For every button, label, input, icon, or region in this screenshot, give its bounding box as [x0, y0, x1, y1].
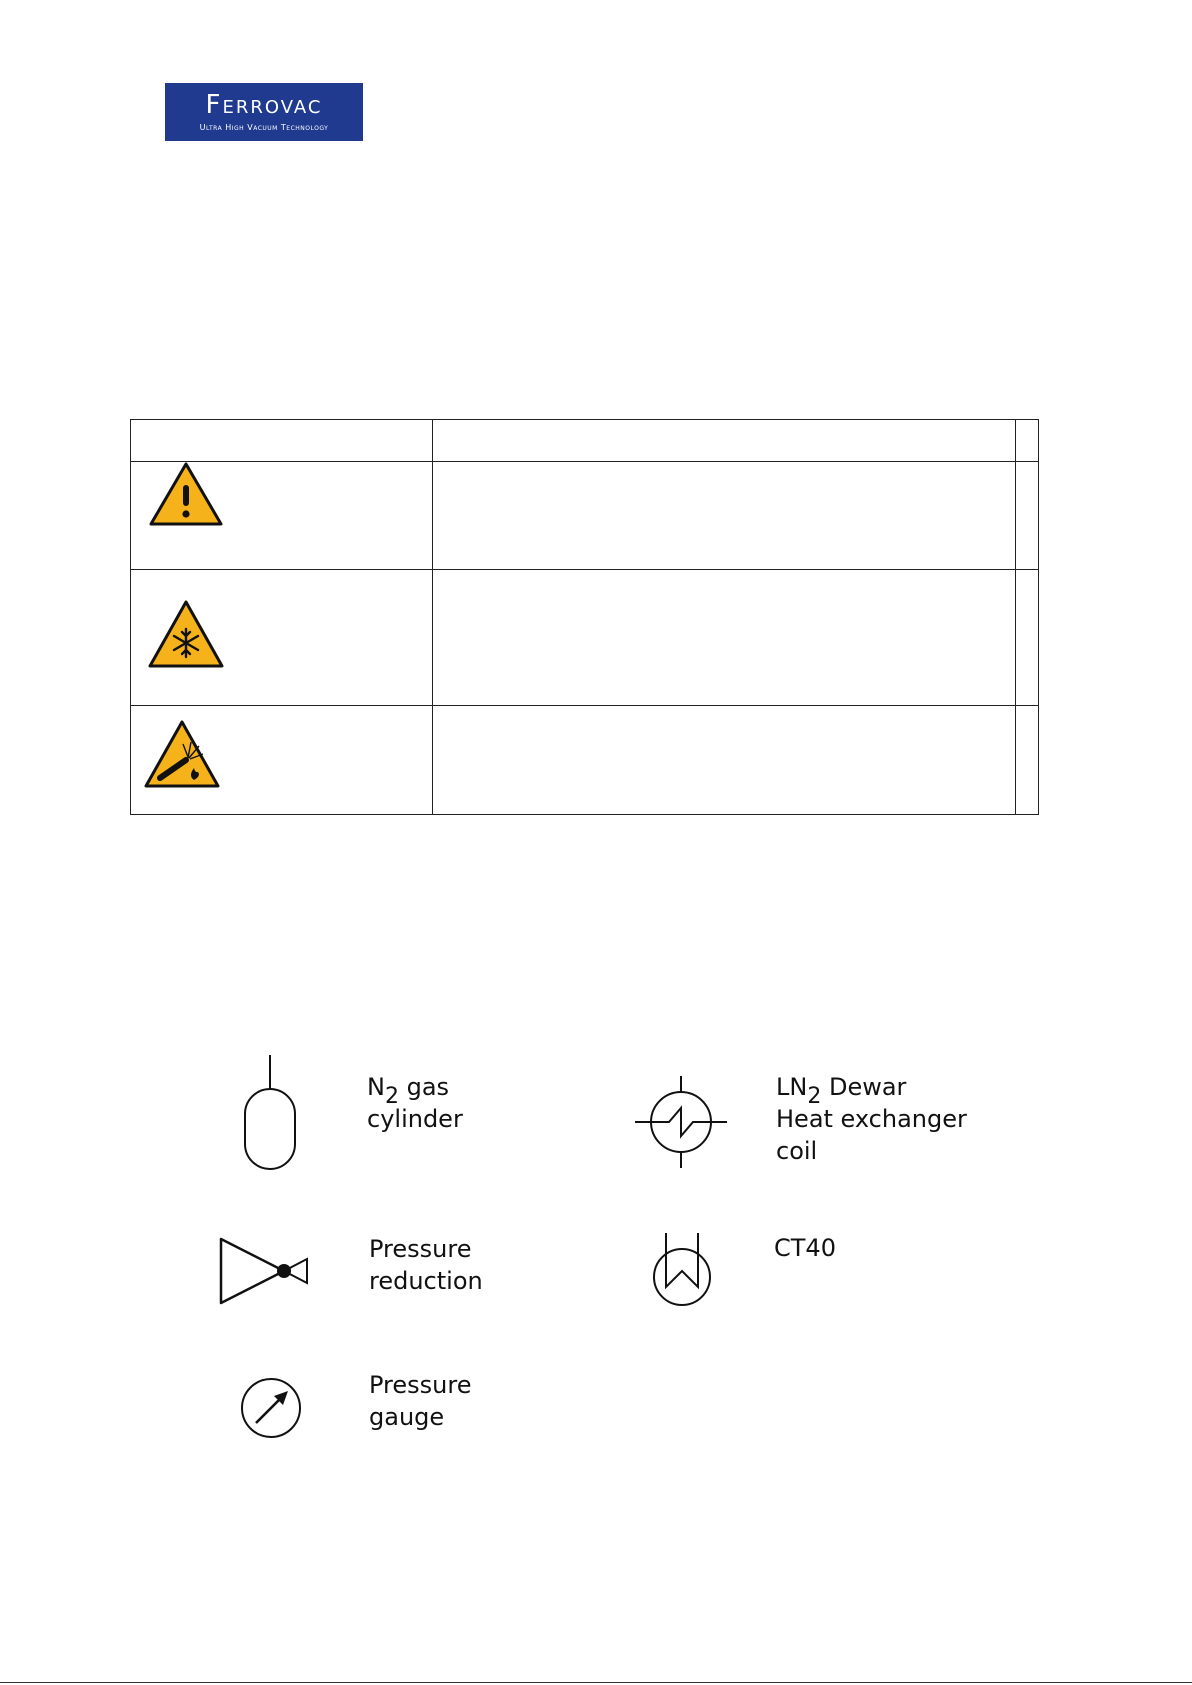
table-row: [131, 462, 1039, 570]
heat-exchanger-icon: [633, 1074, 729, 1170]
page-bottom-rule: [0, 1682, 1192, 1683]
legend-label-ct40: CT40: [774, 1234, 836, 1262]
pressurized-cylinder-warning-icon: [131, 706, 433, 814]
ferrovac-logo: [165, 83, 363, 141]
legend-label-ln2-dewar: $LN_2$ Dewar Heat exchanger coil: [776, 1073, 967, 1165]
hazard-table: [130, 419, 1039, 815]
legend-label-pressure-gauge: Pressure gauge: [369, 1371, 472, 1431]
legend-label-n2-cylinder: $N_2$ gas cylinder: [367, 1073, 463, 1133]
hazard-text-cell: [433, 570, 1016, 706]
empty-cell: [1016, 706, 1039, 815]
hazard-table-header: [131, 420, 1039, 462]
empty-cell: [1016, 462, 1039, 570]
header-cell: [1016, 420, 1039, 462]
hazard-icon-cell: [131, 462, 433, 570]
pressure-gauge-icon: [239, 1376, 303, 1440]
header-cell: [131, 420, 433, 462]
logo-brand: Ferrovac: [205, 90, 323, 120]
hazard-text-cell: [433, 462, 1016, 570]
cryostat-icon: [650, 1231, 714, 1311]
gas-cylinder-icon: [240, 1053, 300, 1173]
empty-cell: [1016, 570, 1039, 706]
pressure-reduction-valve-icon: [218, 1235, 310, 1305]
header-cell: [433, 420, 1016, 462]
logo-tagline: Ultra High Vacuum Technology: [199, 123, 329, 132]
legend-label-pressure-reduction: Pressure reduction: [369, 1235, 483, 1295]
general-warning-icon: [131, 462, 433, 569]
table-row: [131, 570, 1039, 706]
hazard-icon-cell: [131, 706, 433, 815]
hazard-icon-cell: [131, 570, 433, 706]
hazard-text-cell: [433, 706, 1016, 815]
low-temperature-warning-icon: [131, 570, 433, 705]
table-row: [131, 706, 1039, 815]
